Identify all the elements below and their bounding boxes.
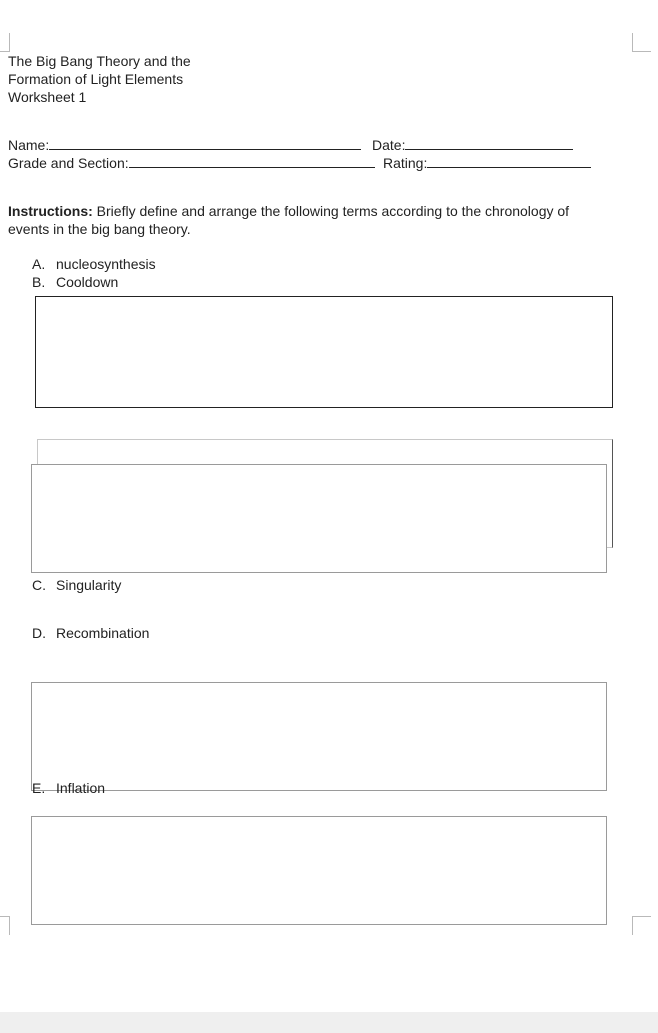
answer-box-2[interactable] [31,464,607,573]
viewer-bottom-bar [0,1012,658,1033]
worksheet-subtitle: Worksheet 1 [8,89,87,105]
term-item-a [32,255,156,273]
term-marker: E. [32,780,46,796]
instructions-label: Instructions: [8,203,93,219]
term-label: nucleosynthesis [56,256,156,272]
title-line-1: The Big Bang Theory and the [8,53,191,69]
term-item-d [32,624,149,642]
term-label: Singularity [56,577,122,593]
instructions-text-line-2: events in the big bang theory. [8,221,191,237]
term-item-b [32,273,118,291]
title-line-2: Formation of Light Elements [8,71,184,87]
instructions [8,202,569,220]
date-label: Date: [372,137,406,153]
rating-field [383,154,591,172]
term-marker: B. [32,274,46,290]
term-label: Inflation [56,780,106,796]
answer-box-3[interactable] [31,682,607,791]
grade-section-field [8,154,375,172]
page-corner-mark-top-right [632,33,651,52]
answer-box-1[interactable] [35,296,613,408]
term-marker: A. [32,256,46,272]
grade-section-blank-line [129,154,375,168]
rating-blank-line [427,154,591,168]
term-label: Recombination [56,625,150,641]
name-blank-line [49,136,361,150]
rating-label: Rating: [383,155,428,171]
answer-box-4[interactable] [31,816,607,925]
term-marker: C. [32,577,46,593]
page-corner-mark-top-left [0,33,10,52]
instructions-text-line-1: Briefly define and arrange the following terms according to the chronology of [92,203,570,219]
term-label: Cooldown [56,274,119,290]
page-corner-mark-bottom-left [0,916,10,935]
term-item-e [32,779,105,797]
name-field [8,136,361,154]
date-blank-line [405,136,573,150]
name-label: Name: [8,137,50,153]
grade-section-label: Grade and Section: [8,155,129,171]
term-item-c [32,576,121,594]
page-corner-mark-bottom-right [632,916,651,935]
date-field [372,136,573,154]
term-marker: D. [32,625,46,641]
